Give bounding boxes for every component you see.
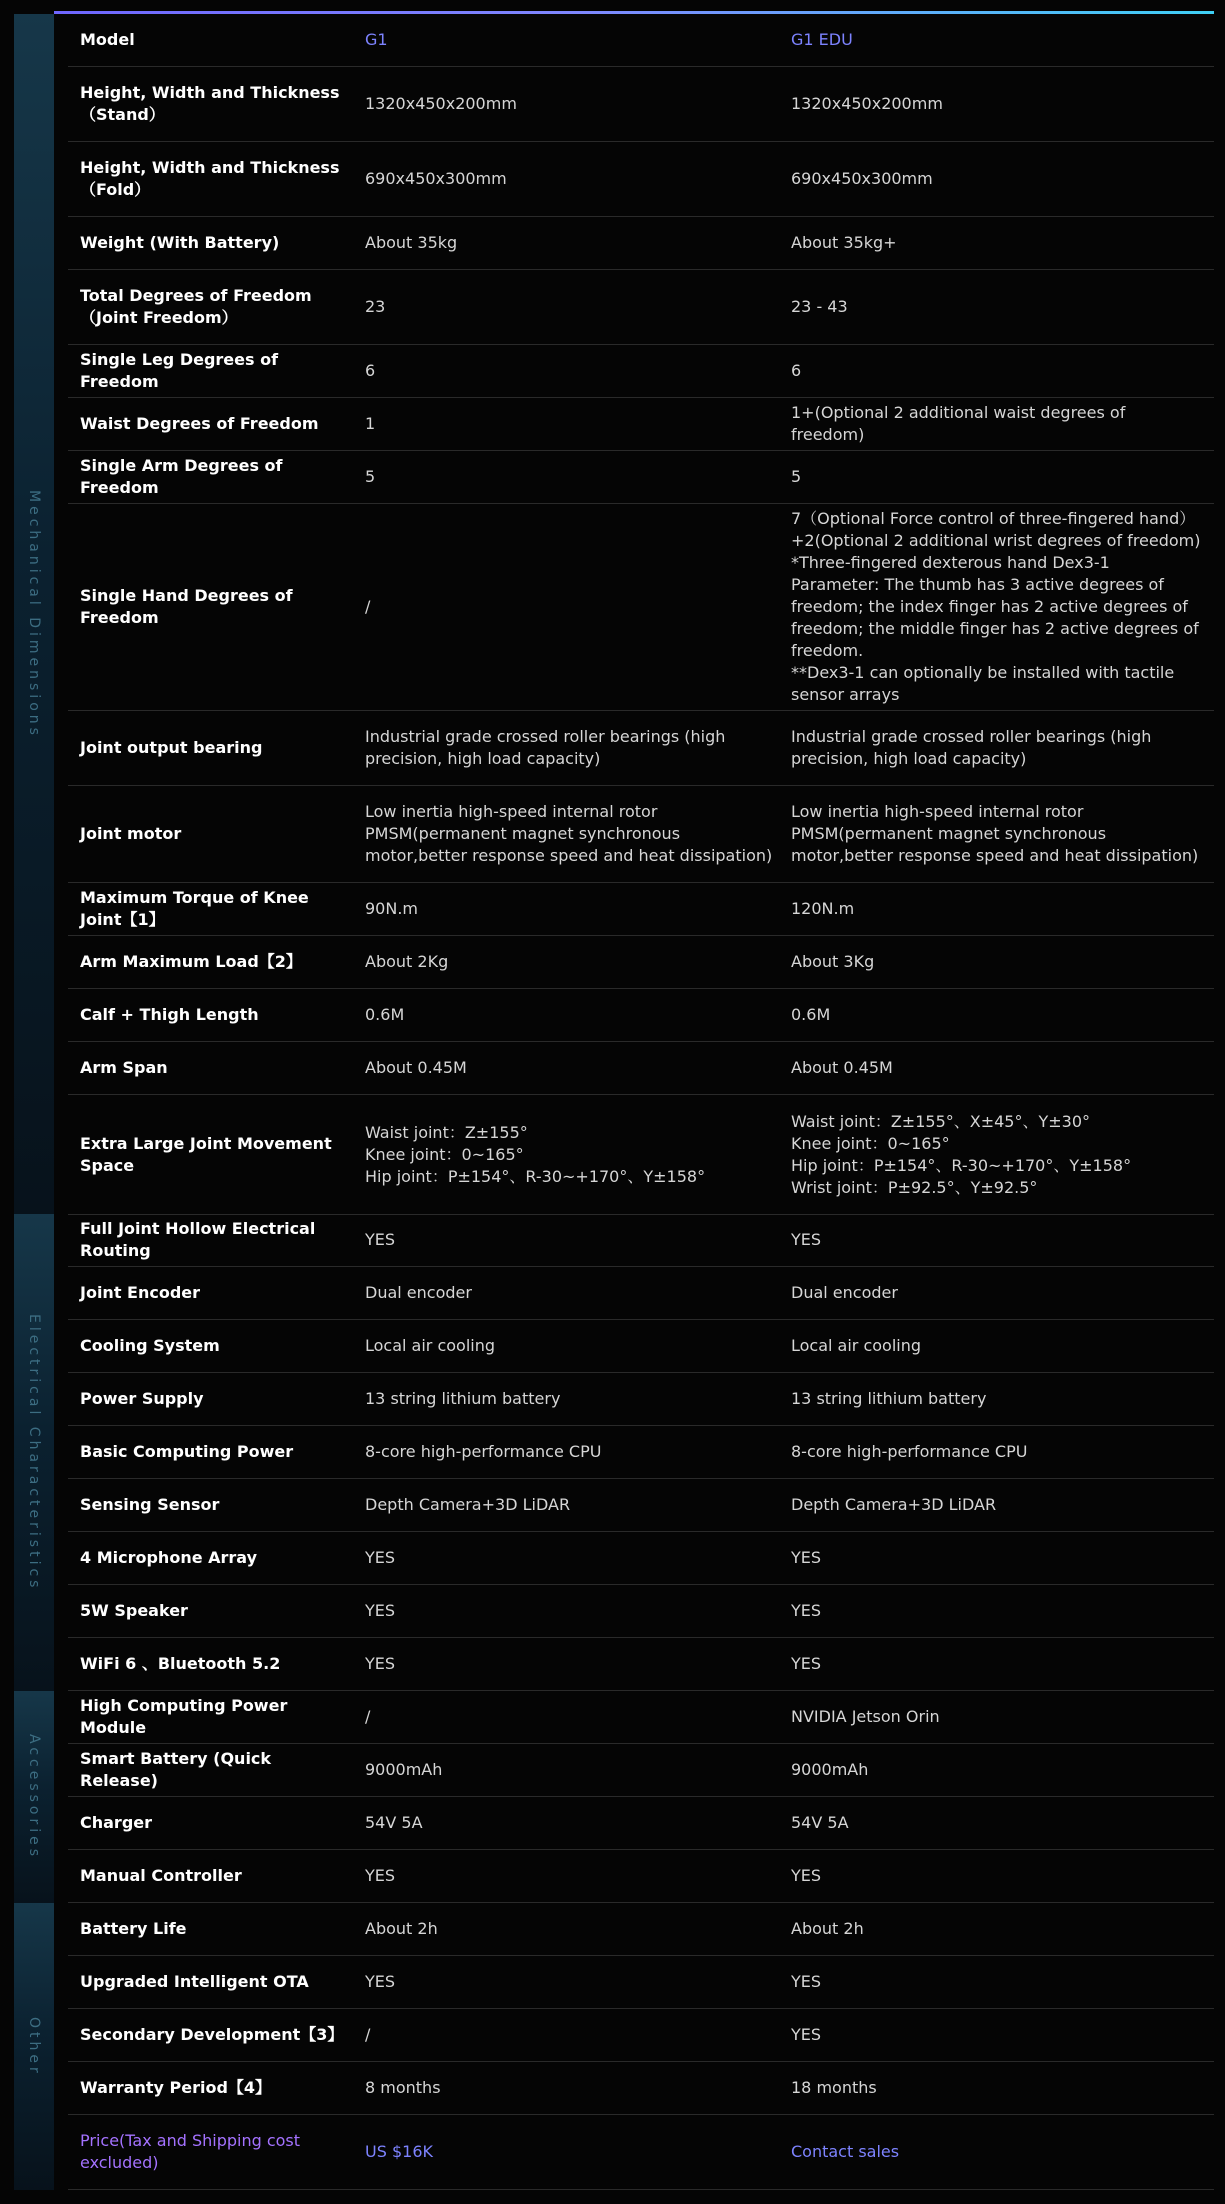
table-row <box>68 398 1214 451</box>
g1-value: About 35kg <box>365 233 458 252</box>
edu-value: YES <box>791 1230 822 1249</box>
g1-value: 9000mAh <box>365 1760 443 1779</box>
table-row <box>68 936 1214 989</box>
spec-label: Upgraded Intelligent OTA <box>80 1972 309 1991</box>
edu-value: YES <box>791 1654 822 1673</box>
section-electrical <box>0 1214 1225 1691</box>
g1-value: YES <box>365 1230 396 1249</box>
section-other <box>0 1903 1225 2190</box>
table-row <box>68 345 1214 398</box>
table-row <box>68 217 1214 270</box>
g1-value: 6 <box>365 361 376 380</box>
table-row <box>68 1042 1214 1095</box>
g1-value: YES <box>365 1654 396 1673</box>
g1-value: / <box>365 1707 371 1726</box>
table-row <box>68 504 1214 711</box>
spec-label: 5W Speaker <box>80 1601 188 1620</box>
table-row <box>68 67 1214 142</box>
edu-value: Waist joint：Z±155°、X±45°、Y±30° Knee joint：0~165° Hip joint：P±154°、R-30~+170°、Y±158° Wrist joint：P±92.5°、Y±92.5° <box>791 1111 1132 1197</box>
edu-value: 13 string lithium battery <box>791 1389 987 1408</box>
table-row <box>68 1850 1214 1903</box>
g1-value: 8-core high-performance CPU <box>365 1442 602 1461</box>
g1-value: 13 string lithium battery <box>365 1389 561 1408</box>
spec-label: Cooling System <box>80 1336 220 1355</box>
section-label: Other <box>26 2016 42 2077</box>
edu-value: 54V 5A <box>791 1813 849 1832</box>
spec-label: Basic Computing Power <box>80 1442 294 1461</box>
table-row <box>68 1691 1214 1744</box>
spec-label: Joint motor <box>80 824 182 843</box>
spec-label: Height, Width and Thickness （Fold） <box>80 158 340 199</box>
edu-value: YES <box>791 1866 822 1885</box>
table-row <box>68 270 1214 345</box>
spec-label: WiFi 6 、Bluetooth 5.2 <box>80 1654 281 1673</box>
table-row <box>68 1479 1214 1532</box>
table-row <box>68 2062 1214 2115</box>
edu-value: NVIDIA Jetson Orin <box>791 1707 940 1726</box>
edu-value: 18 months <box>791 2078 877 2097</box>
table-row <box>68 1095 1214 1215</box>
g1-value: Low inertia high-speed internal rotor PMSM(permanent magnet synchronous motor,better response speed and heat dissipation) <box>365 802 773 865</box>
edu-value: 120N.m <box>791 899 855 918</box>
g1-value: YES <box>365 1601 396 1620</box>
table-row <box>68 1956 1214 2009</box>
edu-value: Depth Camera+3D LiDAR <box>791 1495 997 1514</box>
edu-value: 690x450x300mm <box>791 169 933 188</box>
edu-value: 6 <box>791 361 802 380</box>
spec-label: High Computing Power Module <box>80 1696 288 1737</box>
edu-value: YES <box>791 1972 822 1991</box>
table-row <box>68 711 1214 786</box>
g1-value: Industrial grade crossed roller bearings (high precision, high load capacity) <box>365 727 726 768</box>
edu-value: 8-core high-performance CPU <box>791 1442 1028 1461</box>
spec-label: Joint Encoder <box>80 1283 201 1302</box>
g1-value: YES <box>365 1866 396 1885</box>
edu-value: About 0.45M <box>791 1058 893 1077</box>
g1-value: / <box>365 2025 371 2044</box>
g1-value: About 2Kg <box>365 952 449 971</box>
contact-sales-link[interactable]: Contact sales <box>791 2142 900 2161</box>
g1-value: 1320x450x200mm <box>365 94 517 113</box>
edu-value: YES <box>791 2025 822 2044</box>
g1-value: Depth Camera+3D LiDAR <box>365 1495 571 1514</box>
edu-value: Low inertia high-speed internal rotor PMSM(permanent magnet synchronous motor,better response speed and heat dissipation) <box>791 802 1199 865</box>
edu-value: Industrial grade crossed roller bearings (high precision, high load capacity) <box>791 727 1152 768</box>
spec-label: Weight (With Battery) <box>80 233 280 252</box>
g1-value: About 2h <box>365 1919 438 1938</box>
edu-value: 1+(Optional 2 additional waist degrees of freedom) <box>791 403 1126 444</box>
table-row <box>68 786 1214 883</box>
edu-value: Local air cooling <box>791 1336 922 1355</box>
edu-value: 1320x450x200mm <box>791 94 943 113</box>
section-mechanical <box>0 14 1225 1214</box>
spec-label: Single Hand Degrees of Freedom <box>80 586 293 627</box>
spec-label: Maximum Torque of Knee Joint【1】 <box>80 888 309 929</box>
spec-label: Arm Span <box>80 1058 168 1077</box>
header-model: Model <box>80 30 135 49</box>
spec-label: Single Leg Degrees of Freedom <box>80 350 279 391</box>
edu-value: About 2h <box>791 1919 864 1938</box>
g1-value: 54V 5A <box>365 1813 423 1832</box>
g1-value: 90N.m <box>365 899 418 918</box>
g1-value: About 0.45M <box>365 1058 467 1077</box>
spec-label: Sensing Sensor <box>80 1495 220 1514</box>
table-row <box>68 989 1214 1042</box>
spec-label: Total Degrees of Freedom（Joint Freedom） <box>80 286 312 327</box>
g1-value: Dual encoder <box>365 1283 472 1302</box>
edu-value: 0.6M <box>791 1005 831 1024</box>
g1-value: 23 <box>365 297 386 316</box>
g1-value: 1 <box>365 414 376 433</box>
g1-value: Waist joint：Z±155° Knee joint：0~165° Hip joint：P±154°、R-30~+170°、Y±158° <box>365 1122 706 1186</box>
price-label: Price(Tax and Shipping cost excluded) <box>80 2131 301 2172</box>
spec-label: Power Supply <box>80 1389 204 1408</box>
spec-label: Waist Degrees of Freedom <box>80 414 319 433</box>
table-row <box>68 1638 1214 1691</box>
g1-value: 5 <box>365 467 376 486</box>
edu-value: 7（Optional Force control of three-fingered hand） +2(Optional 2 additional wrist degrees of freedom) *Three-fingered dexterous hand Dex3-1 Parameter: The thumb has 3 active degrees of freedom; the index finger has 2 active degrees of freedom; the middle finger has 2 active degrees of freedom. **Dex3-1 can optionally be installed with tactile sensor arrays <box>791 509 1201 704</box>
table-row <box>68 1426 1214 1479</box>
spec-label: Joint output bearing <box>80 738 263 757</box>
table-row <box>68 2009 1214 2062</box>
price-row <box>68 2115 1214 2190</box>
table-row <box>68 1903 1214 1956</box>
g1-value: / <box>365 597 371 616</box>
g1-value: YES <box>365 1972 396 1991</box>
table-row <box>68 1585 1214 1638</box>
spec-label: Extra Large Joint Movement Space <box>80 1133 332 1175</box>
g1-value: 8 months <box>365 2078 441 2097</box>
g1-value: Local air cooling <box>365 1336 496 1355</box>
table-header-row <box>68 14 1214 67</box>
edu-value: 5 <box>791 467 802 486</box>
section-accessories <box>0 1691 1225 1903</box>
header-g1: G1 <box>365 30 388 49</box>
spec-label: Single Arm Degrees of Freedom <box>80 456 283 497</box>
spec-label: Secondary Development【3】 <box>80 2025 344 2044</box>
spec-label: Calf + Thigh Length <box>80 1005 259 1024</box>
section-label: Mechanical Dimensions <box>26 489 42 739</box>
spec-label: 4 Microphone Array <box>80 1548 258 1567</box>
edu-value: About 3Kg <box>791 952 875 971</box>
table-row <box>68 451 1214 504</box>
spec-label: Smart Battery (Quick Release) <box>80 1749 272 1790</box>
g1-price: US $16K <box>365 2142 433 2161</box>
g1-value: 0.6M <box>365 1005 405 1024</box>
spec-label: Warranty Period【4】 <box>80 2078 272 2097</box>
table-row <box>68 1532 1214 1585</box>
edu-value: Dual encoder <box>791 1283 898 1302</box>
edu-value: 23 - 43 <box>791 297 848 316</box>
table-row <box>68 883 1214 936</box>
table-row <box>68 1320 1214 1373</box>
table-row <box>68 1214 1214 1267</box>
table-row <box>68 1373 1214 1426</box>
g1-value: 690x450x300mm <box>365 169 507 188</box>
header-g1-edu: G1 EDU <box>791 30 853 49</box>
spec-label: Height, Width and Thickness （Stand） <box>80 83 340 124</box>
spec-label: Charger <box>80 1813 153 1832</box>
g1-value: YES <box>365 1548 396 1567</box>
edu-value: YES <box>791 1548 822 1567</box>
edu-value: 9000mAh <box>791 1760 869 1779</box>
edu-value: YES <box>791 1601 822 1620</box>
spec-label: Arm Maximum Load【2】 <box>80 952 302 971</box>
spec-label: Battery Life <box>80 1919 187 1938</box>
spec-label: Full Joint Hollow Electrical Routing <box>80 1219 316 1260</box>
table-row <box>68 1267 1214 1320</box>
section-label: Accessories <box>26 1733 42 1861</box>
table-row <box>68 1744 1214 1797</box>
table-row <box>68 142 1214 217</box>
table-row <box>68 1797 1214 1850</box>
edu-value: About 35kg+ <box>791 233 897 252</box>
spec-label: Manual Controller <box>80 1866 242 1885</box>
section-label: Electrical Characteristics <box>26 1313 42 1592</box>
